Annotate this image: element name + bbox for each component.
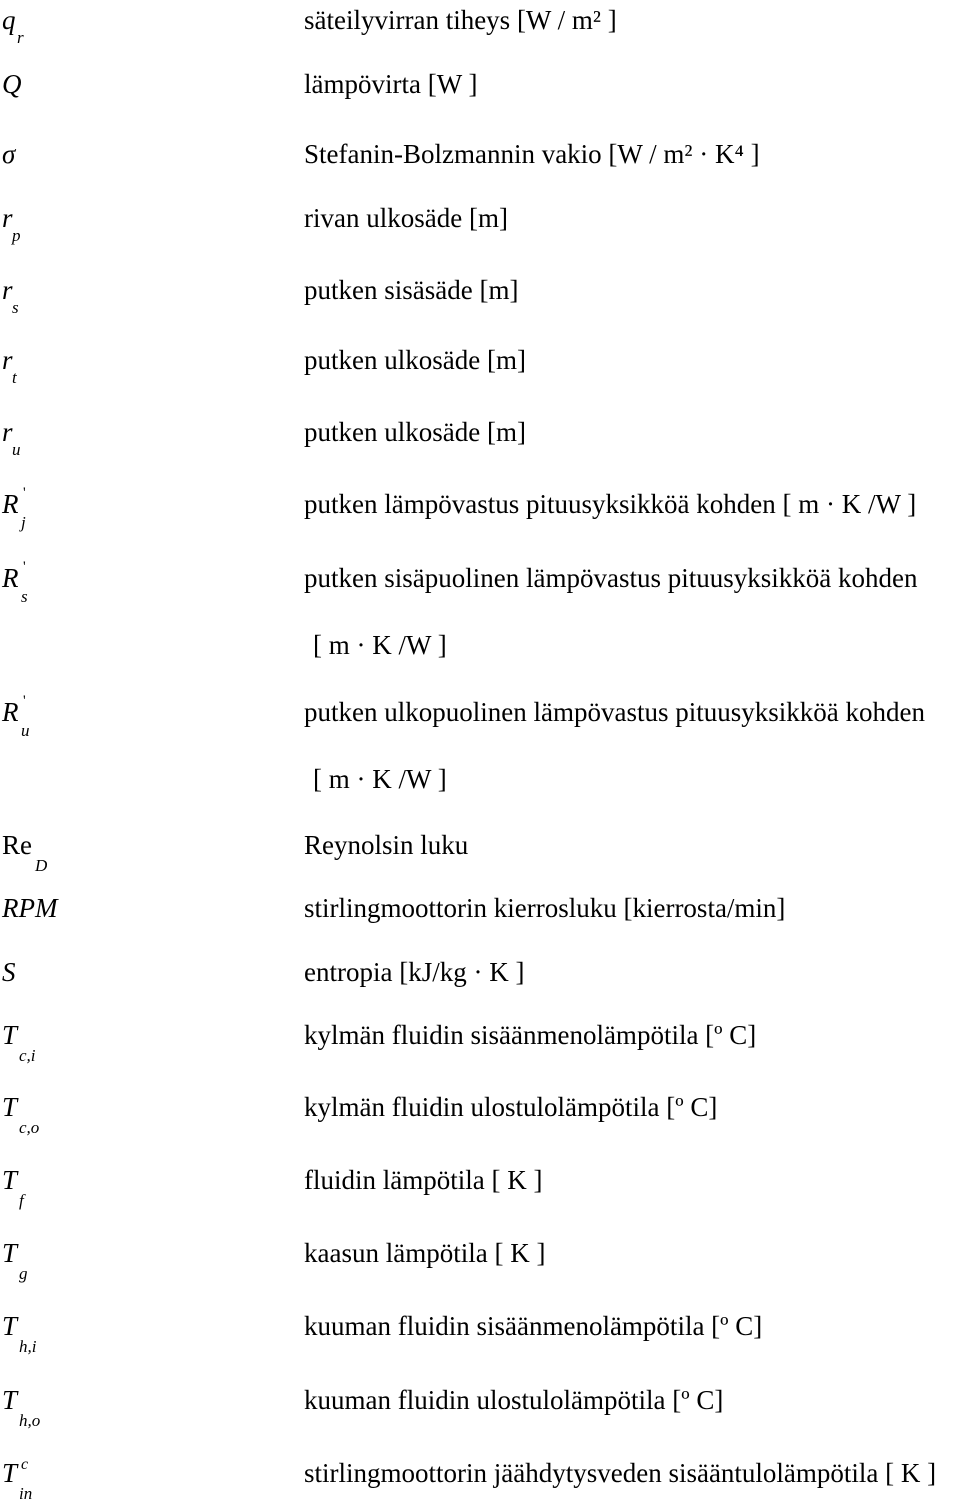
symbol-description: putken sisäpuolinen lämpövastus pituusyksikköä kohden: [304, 563, 918, 593]
nomenclature-row: [0, 412, 960, 459]
symbol: [2, 340, 17, 387]
symbol: [2, 1015, 36, 1065]
symbol-base: r: [2, 345, 13, 375]
symbol-base: R: [2, 489, 19, 519]
symbol-base: T: [2, 1020, 18, 1050]
symbol-base: r: [2, 417, 13, 447]
symbol-base: T: [2, 1165, 18, 1195]
symbol-base: RPM: [2, 893, 58, 923]
symbol-base: T: [2, 1238, 18, 1268]
symbol-subscript: p: [12, 226, 21, 245]
nomenclature-row: [0, 134, 960, 174]
symbol-subscript: f: [19, 1191, 24, 1210]
symbol: [2, 1233, 28, 1283]
symbol-base: T: [2, 1458, 18, 1488]
symbol: [2, 1380, 41, 1430]
symbol-subscript: u: [12, 440, 21, 459]
symbol-description: kuuman fluidin ulostulolämpötila [º C]: [304, 1385, 724, 1415]
nomenclature-row: [0, 484, 960, 532]
symbol-description: Stefanin-Bolzmannin vakio [W / m² · K⁴ ]: [304, 139, 760, 169]
symbol-description: Reynolsin luku: [304, 830, 469, 860]
nomenclature-row: [0, 952, 960, 992]
symbol-description: entropia [kJ/kg · K ]: [304, 957, 525, 987]
nomenclature-row: [0, 1015, 960, 1065]
nomenclature-row: [0, 0, 960, 47]
description-continuation: [ m · K /W ]: [313, 764, 447, 794]
symbol-subscript: g: [19, 1264, 28, 1283]
symbol: [2, 1306, 37, 1356]
symbol-base: r: [2, 275, 13, 305]
symbol-description: kuuman fluidin sisäänmenolämpötila [º C]: [304, 1311, 763, 1341]
symbol-description: säteilyvirran tiheys [W / m² ]: [304, 5, 617, 35]
symbol-description: lämpövirta [W ]: [304, 69, 478, 99]
symbol-subscript: j: [21, 513, 26, 532]
symbol: [2, 692, 30, 740]
symbol-description: putken ulkosäde [m]: [304, 417, 526, 447]
symbol-subscript: h,i: [19, 1337, 37, 1356]
symbol-description: putken sisäsäde [m]: [304, 275, 519, 305]
symbol-superscript: ': [23, 485, 26, 501]
nomenclature-row: [0, 198, 960, 245]
symbol-base: R: [2, 563, 19, 593]
symbol-description: kaasun lämpötila [ K ]: [304, 1238, 546, 1268]
symbol: [2, 952, 16, 992]
nomenclature-row: [0, 1160, 960, 1210]
symbol-superscript: ': [23, 559, 26, 575]
symbol-subscript: s: [21, 587, 28, 606]
symbol-base: S: [2, 957, 16, 987]
nomenclature-row: [0, 1087, 960, 1137]
nomenclature-row: [0, 340, 960, 387]
symbol: [2, 134, 15, 174]
symbol-base: r: [2, 203, 13, 233]
symbol-subscript: u: [21, 721, 30, 740]
symbol-subscript: s: [12, 298, 19, 317]
nomenclature-row: [0, 1306, 960, 1356]
symbol: [2, 1453, 33, 1503]
symbol-subscript: in: [19, 1484, 33, 1503]
symbol: [2, 825, 48, 875]
nomenclature-row: [0, 64, 960, 104]
symbol: [2, 484, 26, 532]
symbol-description: putken ulkopuolinen lämpövastus pituusyksikköä kohden: [304, 697, 925, 727]
symbol: [2, 270, 19, 317]
symbol-description: stirlingmoottorin kierrosluku [kierrosta/min]: [304, 893, 786, 923]
nomenclature-row: [0, 1453, 960, 1503]
symbol-description: rivan ulkosäde [m]: [304, 203, 508, 233]
nomenclature-row: [0, 1233, 960, 1283]
nomenclature-row: [0, 270, 960, 317]
symbol-description: stirlingmoottorin jäähdytysveden sisääntulolämpötila [ K ]: [304, 1458, 937, 1488]
nomenclature-row: [0, 1380, 960, 1430]
symbol-superscript: ': [23, 693, 26, 709]
nomenclature-row: [0, 888, 960, 928]
symbol: [2, 64, 22, 104]
symbol-base: Q: [2, 69, 22, 99]
symbol-description: fluidin lämpötila [ K ]: [304, 1165, 543, 1195]
nomenclature-row: [0, 558, 960, 660]
symbol-subscript: h,o: [19, 1411, 41, 1430]
symbol-subscript: t: [12, 368, 17, 387]
symbol-base: T: [2, 1385, 18, 1415]
symbol-subscript: c,o: [19, 1118, 40, 1137]
symbol-base: Re: [2, 830, 32, 860]
symbol-superscript: c: [21, 1456, 29, 1473]
symbol: [2, 1160, 24, 1210]
symbol: [2, 1087, 40, 1137]
nomenclature-row: [0, 692, 960, 794]
nomenclature-row: [0, 825, 960, 875]
symbol: [2, 888, 57, 928]
symbol-subscript: c,i: [19, 1046, 36, 1065]
symbol-base: T: [2, 1092, 18, 1122]
symbol-description: putken lämpövastus pituusyksikköä kohden [ m · K /W ]: [304, 489, 917, 519]
symbol-description: putken ulkosäde [m]: [304, 345, 526, 375]
symbol-subscript: D: [35, 856, 48, 875]
symbol-description: kylmän fluidin sisäänmenolämpötila [º C]: [304, 1020, 757, 1050]
symbol-base: R: [2, 697, 19, 727]
symbol: [2, 558, 28, 606]
symbol-base: σ: [2, 139, 16, 169]
symbol-description: kylmän fluidin ulostulolämpötila [º C]: [304, 1092, 718, 1122]
description-continuation: [ m · K /W ]: [313, 630, 447, 660]
symbol-base: T: [2, 1311, 18, 1341]
symbol: [2, 198, 21, 245]
symbol: [2, 0, 24, 47]
symbol-subscript: r: [17, 28, 24, 47]
symbol-base: q: [2, 5, 16, 35]
symbol: [2, 412, 21, 459]
